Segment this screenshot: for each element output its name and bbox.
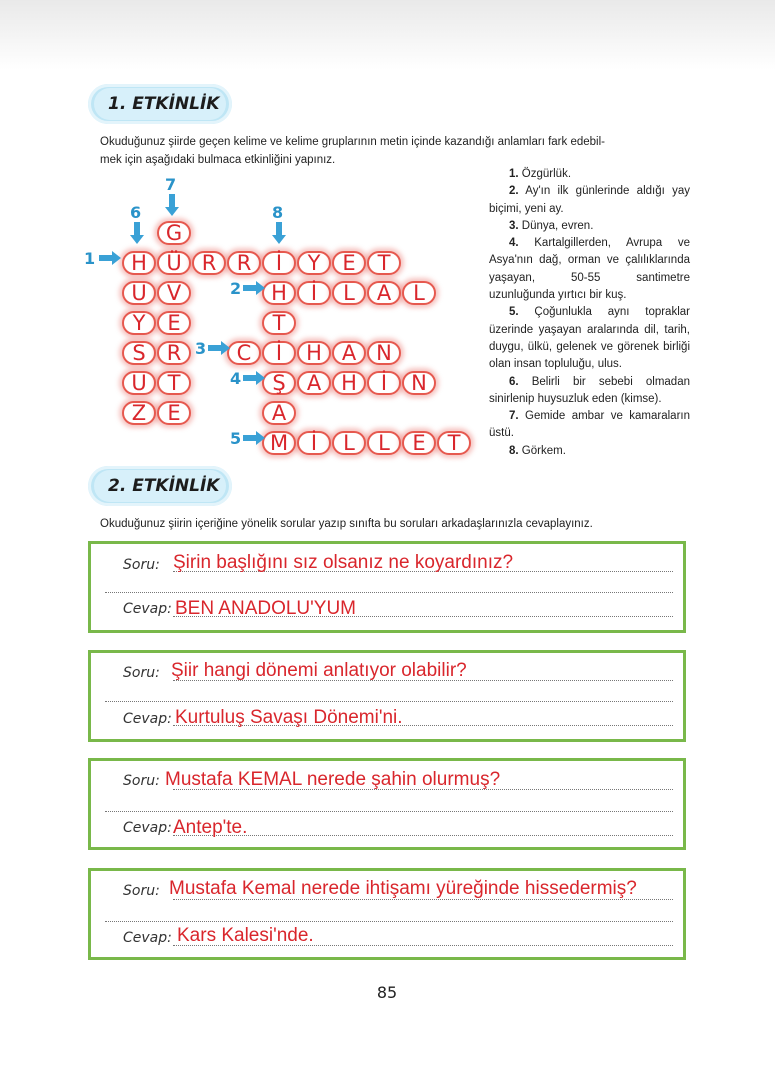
- activity1-instruction: Okuduğunuz şiirde geçen kelime ve kelime gruplarının metin içinde kazandığı anlamları fark edebil- mek için aşağıdaki bulmaca etkinliğini yapınız.: [100, 136, 605, 166]
- arrow-right-icon: [243, 431, 265, 445]
- activity1-title: 1. ETKİNLİK: [94, 88, 226, 120]
- clue-number-1: 1: [84, 249, 96, 268]
- crossword-letter: R: [166, 341, 182, 365]
- clue-item: 2. Ay'ın ilk günlerinde aldığı yay biçimi, yeni ay.: [489, 185, 690, 215]
- arrow-right-icon: [243, 371, 265, 385]
- page-top-shadow: [0, 0, 775, 70]
- qa-box: [88, 758, 686, 850]
- crossword-letter: H: [306, 341, 322, 365]
- crossword-letter: M: [269, 431, 289, 455]
- crossword-letter: Ş: [272, 371, 286, 395]
- crossword-letter: L: [413, 281, 425, 305]
- crossword-letter: Y: [307, 251, 321, 275]
- answer-label: Cevap:: [123, 601, 172, 617]
- clue-item: 1. Özgürlük.: [509, 168, 572, 180]
- crossword-letter: Ü: [166, 251, 182, 275]
- answer-text: Kars Kalesi'nde.: [177, 925, 314, 946]
- activity2-instruction: Okuduğunuz şiirin içeriğine yönelik sorular yazıp sınıfta bu soruları arkadaşlarınızla cevaplayınız.: [100, 518, 593, 530]
- clue-list: [489, 166, 690, 460]
- page-number: 85: [376, 983, 398, 1002]
- crossword-letter: A: [306, 371, 322, 395]
- clue-item: 5. Çoğunlukla aynı topraklar üzerinde yaşayan aralarında dil, tarih, duygu, ülkü, gelenek ve görenek birliği olan insan topluluğu, ulus.: [489, 306, 690, 371]
- activity1-badge: [88, 84, 232, 124]
- crossword-letter: E: [412, 431, 426, 455]
- crossword-letter: R: [236, 251, 252, 275]
- crossword-letter: V: [166, 281, 182, 305]
- question-label: Soru:: [123, 773, 160, 789]
- question-label: Soru:: [123, 883, 160, 899]
- clue-number-6: 6: [130, 203, 142, 222]
- clue-item: 3. Dünya, evren.: [509, 219, 594, 232]
- arrow-down-icon: [130, 222, 144, 244]
- crossword-letter: İ: [380, 371, 388, 395]
- arrow-right-icon: [243, 281, 265, 295]
- crossword-letter: E: [167, 311, 181, 335]
- crossword-letter: G: [165, 221, 183, 245]
- crossword-letter: İ: [310, 281, 318, 305]
- crossword-letter: İ: [275, 251, 283, 275]
- question-text: Mustafa Kemal nerede ihtişamı yüreğinde hissedermiş?: [169, 878, 637, 899]
- crossword-letter: R: [201, 251, 217, 275]
- crossword-letter: İ: [310, 431, 318, 455]
- crossword-letter: Z: [131, 401, 147, 425]
- qa-box: [88, 650, 686, 742]
- arrow-right-icon: [208, 341, 230, 355]
- activity2-badge: [88, 466, 232, 506]
- question-text: Mustafa KEMAL nerede şahin olurmuş?: [165, 769, 501, 790]
- answer-text: Kurtuluş Savaşı Dönemi'ni.: [175, 707, 403, 728]
- clue-number-3: 3: [195, 339, 207, 358]
- qa-box: [88, 541, 686, 633]
- crossword-letter: L: [343, 281, 355, 305]
- crossword-letter: S: [132, 341, 146, 365]
- crossword-letter: H: [131, 251, 147, 275]
- crossword-letter: E: [167, 401, 181, 425]
- answer-text: Antep'te.: [173, 817, 248, 838]
- answer-label: Cevap:: [123, 820, 172, 836]
- crossword-letter: L: [378, 431, 390, 455]
- crossword-letter: T: [447, 431, 461, 455]
- arrow-down-icon: [165, 194, 179, 216]
- clue-item: 4. Kartalgillerden, Avrupa ve Asya'nın dağ, orman ve çalılıklarında yaşayan, 50-55 santimetre uzunluğunda yırtıcı bir kuş.: [489, 237, 690, 302]
- crossword-letter: L: [343, 431, 355, 455]
- crossword-letter: C: [236, 341, 252, 365]
- answer-label: Cevap:: [123, 711, 172, 727]
- arrow-down-icon: [272, 222, 286, 244]
- clue-number-7: 7: [165, 175, 177, 194]
- qa-box: [88, 868, 686, 960]
- crossword-letter: N: [376, 341, 392, 365]
- crossword-letter: N: [411, 371, 427, 395]
- crossword-letter: H: [271, 281, 287, 305]
- crossword-letter: U: [131, 281, 147, 305]
- clue-item: 8. Görkem.: [509, 444, 566, 457]
- crossword-letter: T: [272, 311, 286, 335]
- question-text: Şiir hangi dönemi anlatıyor olabilir?: [171, 660, 467, 681]
- crossword-letter: U: [131, 371, 147, 395]
- crossword-letter: E: [342, 251, 356, 275]
- crossword-letter: A: [376, 281, 392, 305]
- crossword-letter: A: [341, 341, 357, 365]
- answer-text: BEN ANADOLU'YUM: [175, 598, 357, 619]
- clue-item: 6. Belirli bir sebebi olmadan sinirlenip huysuzluk eden (kimse).: [489, 375, 690, 405]
- clue-number-5: 5: [230, 429, 242, 448]
- question-label: Soru:: [123, 665, 160, 681]
- crossword-letter: A: [271, 401, 287, 425]
- clue-number-2: 2: [230, 279, 242, 298]
- answer-label: Cevap:: [123, 930, 172, 946]
- clue-number-4: 4: [230, 369, 242, 388]
- arrow-right-icon: [99, 251, 121, 265]
- crossword-letter: H: [341, 371, 357, 395]
- question-label: Soru:: [123, 557, 160, 573]
- crossword-letter: T: [377, 251, 391, 275]
- activity2-title: 2. ETKİNLİK: [94, 470, 226, 502]
- question-text: Şirin başlığını sız olsanız ne koyardınız?: [173, 552, 514, 573]
- crossword-letter: T: [167, 371, 181, 395]
- clue-number-8: 8: [272, 203, 284, 222]
- clue-item: 7. Gemide ambar ve kamaraların üstü.: [489, 410, 690, 440]
- crossword-letter: Y: [132, 311, 146, 335]
- crossword-letter: İ: [275, 341, 283, 365]
